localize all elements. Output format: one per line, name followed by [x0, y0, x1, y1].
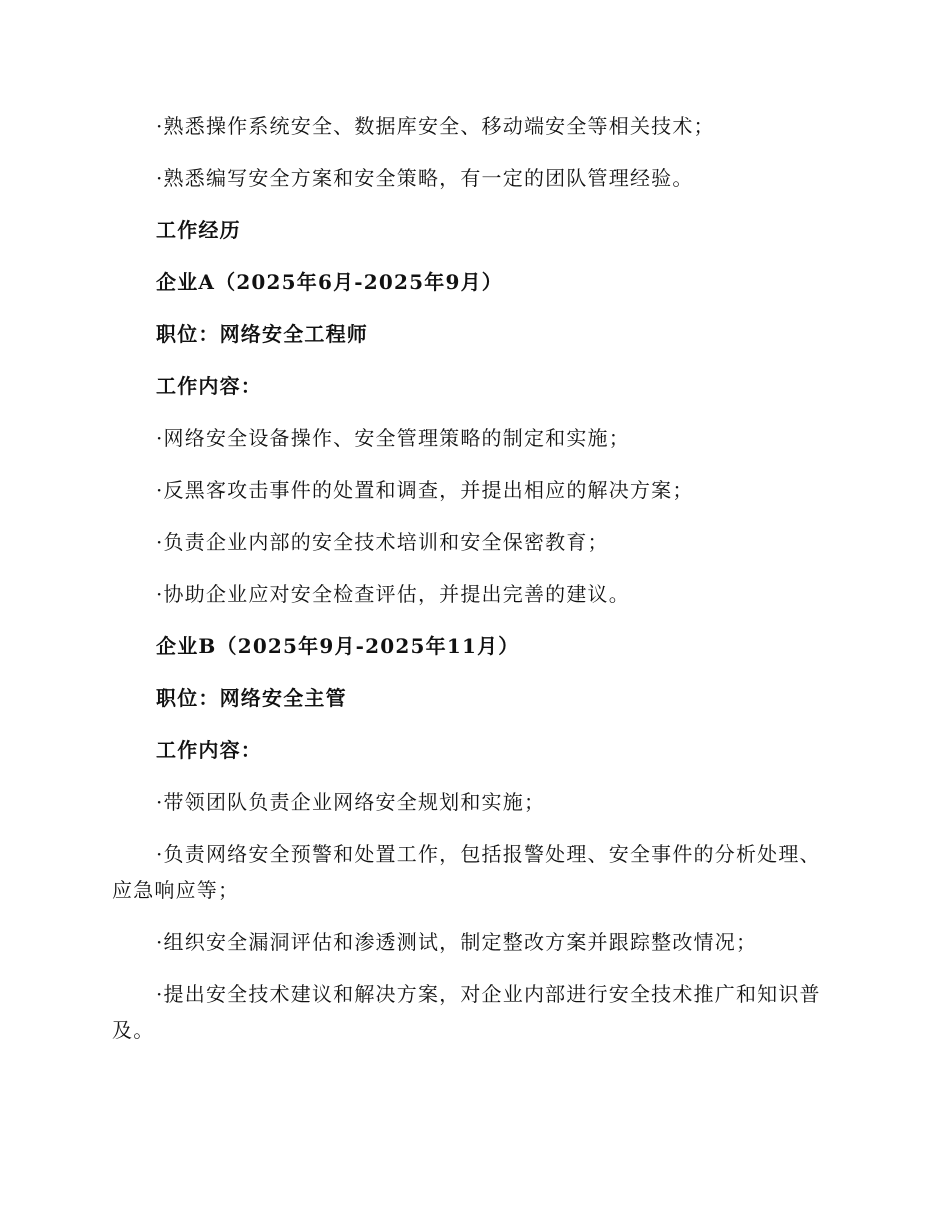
section-title: 工作经历	[156, 218, 241, 242]
job-duty: ·协助企业应对安全检查评估，并提出完善的建议。	[156, 582, 630, 606]
job-duty: ·网络安全设备操作、安全管理策略的制定和实施；	[156, 426, 630, 450]
job-company: 企业B（2025年9月-2025年11月）	[156, 634, 520, 658]
job-duty: ·负责网络安全预警和处置工作，包括报警处理、安全事件的分析处理、应急响应等；	[112, 842, 821, 902]
job-content-label: 工作内容：	[156, 374, 262, 398]
job-duty: ·带领团队负责企业网络安全规划和实施；	[156, 790, 546, 814]
job-duty: ·负责企业内部的安全技术培训和安全保密教育；	[156, 530, 609, 554]
job-position: 职位：网络安全主管	[156, 686, 347, 710]
job-company: 企业A（2025年6月-2025年9月）	[156, 270, 503, 294]
job-duty: ·反黑客攻击事件的处置和调查，并提出相应的解决方案；	[156, 478, 694, 502]
job-position: 职位：网络安全工程师	[156, 322, 368, 346]
skill-item: ·熟悉操作系统安全、数据库安全、移动端安全等相关技术；	[156, 114, 715, 138]
skill-item: ·熟悉编写安全方案和安全策略，有一定的团队管理经验。	[156, 166, 694, 190]
document-page	[112, 108, 824, 1064]
job-duty: ·提出安全技术建议和解决方案，对企业内部进行安全技术推广和知识普及。	[112, 982, 821, 1042]
job-duty: ·组织安全漏洞评估和渗透测试，制定整改方案并跟踪整改情况；	[156, 930, 758, 954]
job-content-label: 工作内容：	[156, 738, 262, 762]
